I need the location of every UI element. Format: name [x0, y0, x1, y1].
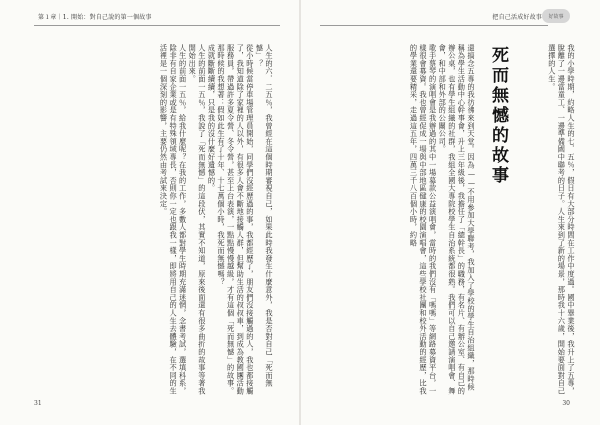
running-header-right: 把自己活成好故事	[492, 14, 542, 21]
header-rule-left	[34, 25, 280, 26]
series-logo-badge: 好故事	[542, 9, 570, 23]
right-page	[300, 0, 600, 425]
intro-paragraph: 我的小學時期，約略人生的七．五％，假日有大部分時間在工作中度過。國中畢業後，我升上了五專，脫離了一邊當童工、一邊準備國中聯考的日子。人生來到了新的場景，那時我十六歲，開始要面對自己選擇的人生。	[547, 44, 576, 395]
page-number-right: 30	[562, 400, 570, 407]
left-page-body: 人生的六．二五％，我曾經在這個時期審視自己，如果此時我發生什麼意外，我是否對自己「死而無憾」？ 從小時候當停車場管理員開始，同學們沒經歷過的事，我都經歷了，朋友們沒接觸過的人，我也都接觸了，我知道除了家裡的人以外，有很多人會不斷地接觸人群，但幫助生活的叔叔車，到成為教國團活動服務員，帶過許多夏令營、冬令營，甚至上台表演，一點點慢慢越級，才有這個「死而無憾」的故事。 那時候的我想著：假如此生有了十年、十七萬個小時，我死而無憾嗎？ 成就斷斷續續，只是我的沒什麼好遺憾的。 人生的前面一五％，我說了「死而無憾」的這段伏，其實不知道，原來後面還有很多曲折的故事等著我開始出來。 人生的前面一五％，給我什麼呢？在我的工作，多數人都對學生時期充滿迷惘，念書考試，選填科系，除非有自家企業或是有特殊領域專長，否則你一定也跟我一樣，即將用自己的人生去體驗，在不同的生活裡是一個深刻的影響，主要仍然由考試來決定。	[159, 44, 274, 395]
section-title: 死而無憾的故事	[488, 46, 508, 186]
running-header-left: 第１章｜1. 開始：對自己說的第一個故事	[38, 14, 152, 21]
header-rule-right	[320, 25, 548, 26]
page-number-left: 31	[34, 400, 42, 407]
section-body: 還搞念五專的我彷彿來到天堂。因為——不用參加大學聯考，我加入了學校的學生自治組織，那時候稱為學生活動中心幹事會，升上三年級後，我擔任了「總幹長」的職務，有名片、有辦公室、有自己的辦公桌，也有學生組織的社群，我組全國大專院校學生自治系統都很熟。我們可以自己邀請演唱會、舞會，和中部和外部的公關公司。 歌手蔡琴的演唱會是我辦過的其中一場募款公益演唱會，當時的我們沒有「嗎嗎」等網路募資平台，一樣很會募資。我也曾經促成一場與中部地區健康的校園演唱會，這些學校社團和校外活動的經歷，比我的學業還要精采，走過這五年，四萬三千八百個小時，約略	[409, 44, 476, 395]
